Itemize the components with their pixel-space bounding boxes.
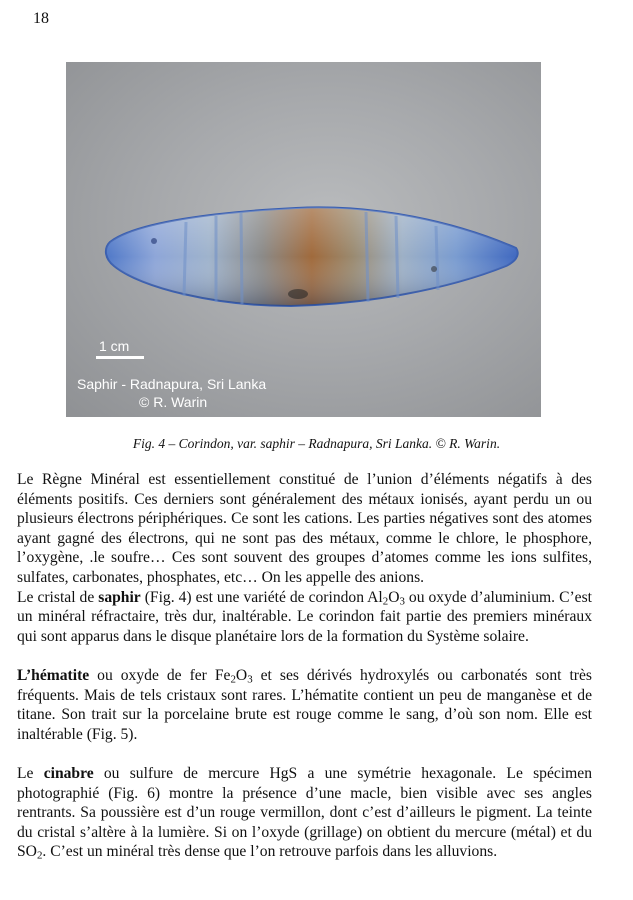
sapphire-crystal-illustration [66,62,541,417]
paragraph-hematite: L’hématite ou oxyde de fer $Fe_2O_3$ et ses dérivés hydroxylés ou carbonatés sont très fréquents. Mais de tels cristaux sont rares. L’hématite contient un peu de manganèse et de titane. Son trait sur la porcelaine brute est rouge comme le sang, d’où son nom. Elle est inaltérable (Fig. 5). [17,666,592,743]
paragraph-regne-mineral: Le Règne Minéral est essentiellement constitué de l’union d’éléments négatifs à des éléments positifs. Ces derniers sont généralement des métaux ionisés, ayant perdu un ou plusieurs électrons périphériques. Ce sont les cations. Les parties négatives sont des atomes ayant gagné des électrons, qui ne sont pas des métaux, comme le chlore, le phosphore, l’oxygène, .le soufre… Ces sont souvent des groupes d’atomes comme les ions sulfites, sulfates, carbonates, phosphates, etc… On les appelle des anions. [17,471,592,586]
sapphire-photo [66,62,541,417]
scale-bar [96,356,144,359]
photo-caption-line1: Saphir - Radnapura, Sri Lanka [77,376,267,392]
scale-label: 1 cm [99,338,130,354]
paragraph-saphir: Le cristal de saphir (Fig. 4) est une variété de corindon $Al_2O_3$ ou oxyde d’aluminium. C’est un minéral réfractaire, très dur, inaltérable. Le corindon fait partie des premiers minéraux qui sont apparus dans le disque planétaire lors de la formation du Système solaire. [17,588,592,645]
page-number: 18 [33,10,49,27]
body-text [17,470,592,862]
term-cinabre: cinabre [43,764,94,782]
term-hematite: L’hématite [17,666,90,684]
paragraph-cinabre: Le cinabre ou sulfure de mercure HgS a une symétrie hexagonale. Le spécimen photographié (Fig. 6) montre la présence d’une macle, bien visible avec ses angles rentrants. Sa poussière est d’un rouge vermillon, dont c’est d’ailleurs le pigment. La teinte du cristal s’altère à la lumière. Si on l’oxyde (grillage) on obtient du mercure (métal) et du $SO_2$. C’est un minéral très dense que l’on retrouve parfois dans les alluvions. [17,764,592,862]
term-saphir: saphir [98,588,141,606]
photo-caption-line2: © R. Warin [139,394,208,410]
figure-caption: Fig. 4 – Corindon, var. saphir – Radnapura, Sri Lanka. © R. Warin. [132,436,501,451]
